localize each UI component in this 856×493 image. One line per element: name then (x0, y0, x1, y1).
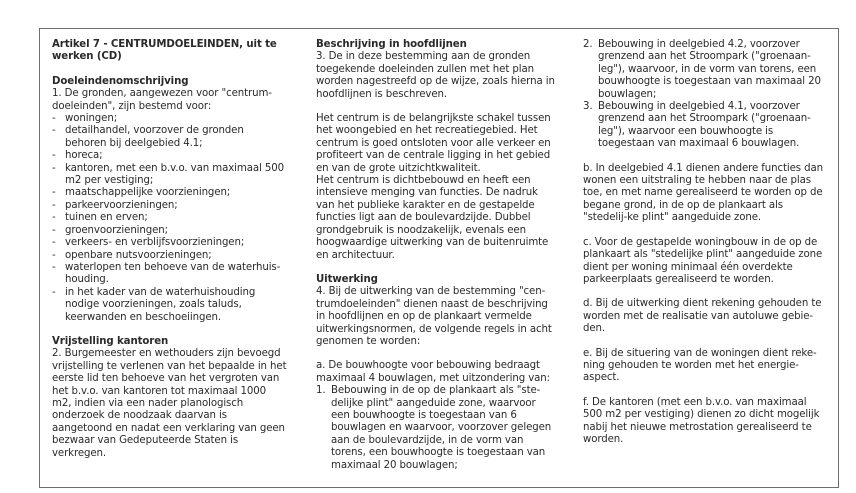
article-title: Artikel 7 - CENTRUMDOELEINDEN, uit te werken (CD) (52, 39, 277, 63)
list-item: - tuinen en erven; (52, 212, 288, 224)
list-number: 1. (316, 385, 326, 397)
heading-beschrijving: Beschrijving in hoofdlijnen (316, 39, 467, 50)
list-item: - waterlopen ten behoeve van de waterhuis-houding. (52, 262, 288, 287)
heading-vrijstelling-kantoren: Vrijstelling kantoren (52, 335, 169, 347)
list-item: - maatschappelijke voorzieningen; (52, 187, 288, 199)
spacer (52, 324, 288, 336)
paragraph-centrum-2: Het centrum is dichtbebouwd en heeft een intensieve menging van functies. De nadruk van het publieke karakter en de gestapelde functies ligt aan de boulevardzijde. Dubbel grondgebruik is noodzakelijk, evenals een hoogwaardige uitwerking van de buitenruimte en architectuur. (316, 175, 549, 261)
document-frame (39, 28, 839, 488)
exception-list-continued (583, 39, 823, 151)
list-item: - detailhandel, voorzover de gronden behoren bij deelgebied 4.1; (52, 125, 288, 150)
list-item: - parkeervoorzieningen; (52, 200, 288, 212)
paragraph-c: c. Voor de gestapelde woningbouw in de op de plankaart als "stedelijke plint" aangeduide zone dient per woning minimaal één overdekte parkeerplaats gerealiseerd te worden. (583, 236, 823, 285)
paragraph-d: d. Bij de uitwerking dient rekening gehouden te worden met de realisatie van autoluwe gebie-den. (583, 298, 822, 335)
list-item: - verkeers- en verblijfsvoorzieningen; (52, 237, 288, 249)
column-middle (316, 39, 556, 472)
exception-list (316, 385, 556, 472)
list-item: - groenvoorzieningen; (52, 225, 288, 237)
spacer (316, 101, 556, 113)
list-item (583, 101, 823, 151)
paragraph-f: f. De kantoren (met een b.v.o. van maximaal 500 m2 per vestiging) dienen zo dicht mogelijk nabij het nieuwe metrostation gerealiseerd te worden. (583, 396, 820, 445)
paragraph-4: 4. Bij de uitwerking van de bestemming "cen-trumdoeleinden" dienen naast de beschrijving in hoofdlijnen en op de plankaart vermelde uitwerkingsnormen, de volgende regels in acht genomen te worden: (316, 286, 552, 347)
paragraph-b: b. In deelgebied 4.1 dienen andere functies dan wonen een uitstraling te hebben naar de plas toe, en met name gerealiseerd te worden op de begane grond, in de op de plankaart als "stedelij-ke plint" aangeduide zone. (583, 162, 824, 224)
spacer (583, 151, 823, 163)
list-item: - woningen; (52, 113, 288, 125)
list-number: 3. (583, 101, 593, 113)
list-number: 2. (583, 39, 593, 50)
spacer (52, 64, 288, 76)
list-item: - kantoren, met een b.v.o. van maximaal 500 m2 per vestiging; (52, 163, 288, 188)
paragraph-a: a. De bouwhoogte voor bebouwing bedraagt maximaal 4 bouwlagen, met uitzondering van: (316, 360, 550, 384)
list-text: Bebouwing in deelgebied 4.2, voorzover grenzend aan het Stroompark ("groenaan-leg"), waarvoor, in de vorm van torens, een bouwhoogte is toegestaan van maximaal 20 bouwlagen; (598, 39, 821, 100)
paragraph-intro: 1. De gronden, aangewezen voor "centrum-doeleinden", zijn bestemd voor: (52, 88, 272, 112)
spacer (583, 336, 823, 348)
list-text: Bebouwing in deelgebied 4.1, voorzover grenzend aan het Stroompark ("groenaan-leg"), waarvoor een bouwhoogte is toegestaan van maximaal 6 bouwlagen. (598, 101, 811, 150)
purpose-list (52, 113, 288, 324)
heading-doeleindenomschrijving: Doeleindenomschrijving (52, 75, 189, 87)
list-item: - horeca; (52, 150, 288, 162)
spacer (583, 385, 823, 397)
paragraph-vrijstelling: 2. Burgemeester en wethouders zijn bevoegd vrijstelling te verlenen van het bepaalde in het eerste lid ten behoeve van het vergroten van het b.v.o. van kantoren tot maximaal 1000 m2, indien via een nader planologisch onderzoek de noodzaak daarvan is aangetoond en nadat een verklaring van geen bezwaar van Gedeputeerde Staten is verkregen. (52, 348, 287, 459)
spacer (316, 262, 556, 274)
column-left (52, 39, 288, 460)
spacer (316, 348, 556, 360)
paragraph-3: 3. De in deze bestemming aan de gronden toegekende doeleinden zullen met het plan worden nagestreefd op de wijze, zoals hierna in hoofdlijnen is beschreven. (316, 51, 555, 100)
list-item (316, 385, 556, 472)
list-item (583, 39, 823, 101)
list-item: - openbare nutsvoorzieningen; (52, 250, 288, 262)
list-text: Bebouwing in de op de plankaart als "ste-delijke plint" aangeduide zone, waarvoor een bouwhoogte is toegestaan van 6 bouwlagen en waarvoor, voorzover gelegen aan de boulevardzijde, in de vorm van torens, een bouwhoogte is toegestaan van maximaal 20 bouwlagen; (331, 385, 552, 471)
spacer (583, 225, 823, 237)
heading-uitwerking: Uitwerking (316, 273, 378, 285)
list-item: - in het kader van de waterhuishouding nodige voorzieningen, zoals taluds, keerwanden en beschoeiingen. (52, 287, 288, 324)
paragraph-centrum-1: Het centrum is de belangrijkste schakel tussen het woongebied en het recreatiegebied. Het centrum is goed ontsloten voor alle verkeer en profiteert van de centrale ligging in het gebied en van de grote uitzichtkwaliteit. (316, 113, 551, 174)
spacer (583, 286, 823, 298)
paragraph-e: e. Bij de situering van de woningen dient reke-ning gehouden te worden met het energie-aspect. (583, 347, 817, 384)
column-right (583, 39, 823, 446)
